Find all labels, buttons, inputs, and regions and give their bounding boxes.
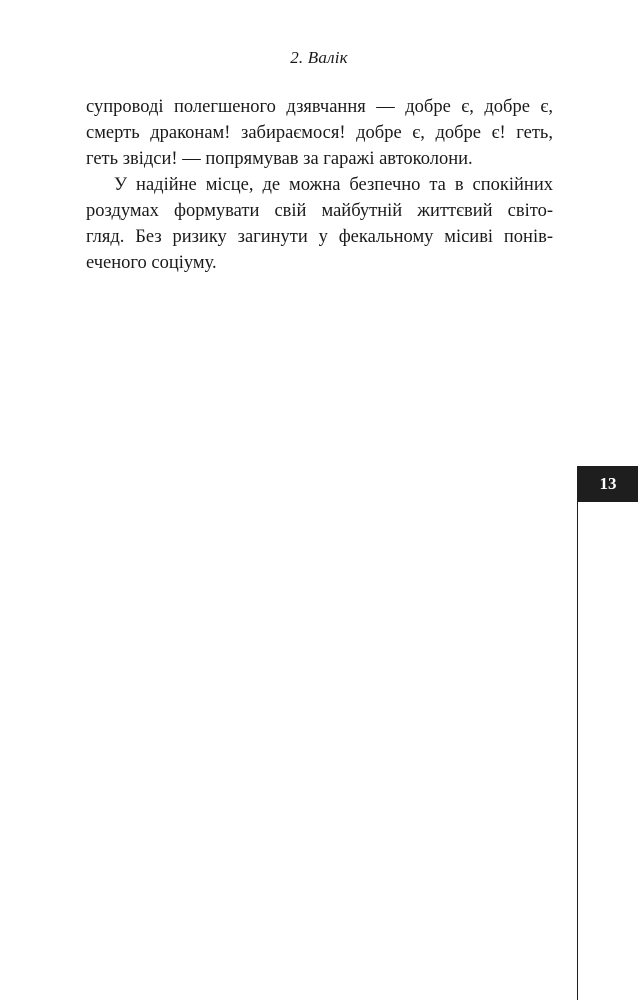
text-line: еченого соціуму. (86, 253, 217, 273)
page-edge-rule (577, 466, 578, 1000)
page-number-tab: 13 (578, 466, 638, 502)
text-line: У надійне місце, де можна безпечно та в спокійних (114, 175, 553, 195)
paragraph (86, 94, 553, 172)
body-text (86, 94, 553, 276)
text-line: гляд. Без ризику загинути у фекальному місиві понів- (86, 227, 553, 247)
paragraph (86, 172, 553, 276)
text-line: роздумах формувати свій майбутній життєвий світо- (86, 201, 553, 221)
text-line: супроводі полегшеного дзявчання — добре є, добре є, (86, 97, 553, 117)
text-line: геть звідси! — попрямував за гаражі автоколони. (86, 149, 473, 169)
running-header: 2. Валік (290, 48, 348, 67)
text-line: смерть драконам! забираємося! добре є, добре є! геть, (86, 123, 553, 143)
